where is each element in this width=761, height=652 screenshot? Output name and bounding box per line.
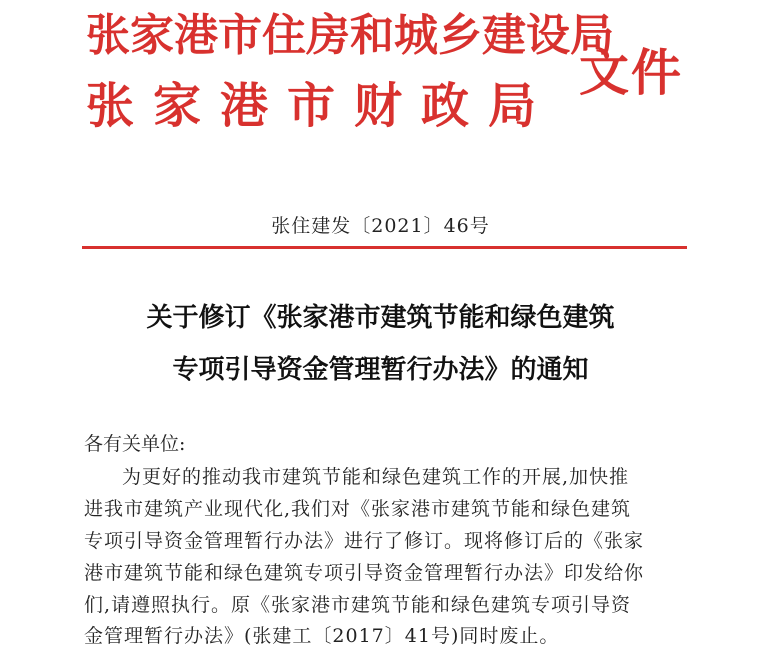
body-text-line: 进我市建筑产业现代化,我们对《张家港市建筑节能和绿色建筑 <box>84 498 632 520</box>
body-text-line: 金管理暂行办法》(张建工〔2017〕41号)同时废止。 <box>84 625 560 647</box>
issuing-org-housing-bureau: 张家港市住房和城乡建设局 <box>86 10 614 61</box>
document-title-line-2: 专项引导资金管理暂行办法》的通知 <box>172 355 589 385</box>
red-header-rule <box>82 246 687 249</box>
issuing-org-finance-bureau: 张家港市财政局 <box>86 78 556 134</box>
body-text-line: 专项引导资金管理暂行办法》进行了修订。现将修订后的《张家 <box>84 530 645 552</box>
body-text-line: 们,请遵照执行。原《张家港市建筑节能和绿色建筑专项引导资 <box>84 594 632 616</box>
document-number: 张住建发〔2021〕46号 <box>271 215 490 237</box>
document-title-line-1: 关于修订《张家港市建筑节能和绿色建筑 <box>146 303 615 333</box>
salutation: 各有关单位: <box>84 433 186 455</box>
body-text-line: 为更好的推动我市建筑节能和绿色建筑工作的开展,加快推 <box>122 466 630 488</box>
document-type-label: 文件 <box>579 44 683 102</box>
body-text-line: 港市建筑节能和绿色建筑专项引导资金管理暂行办法》印发给你 <box>84 562 645 584</box>
